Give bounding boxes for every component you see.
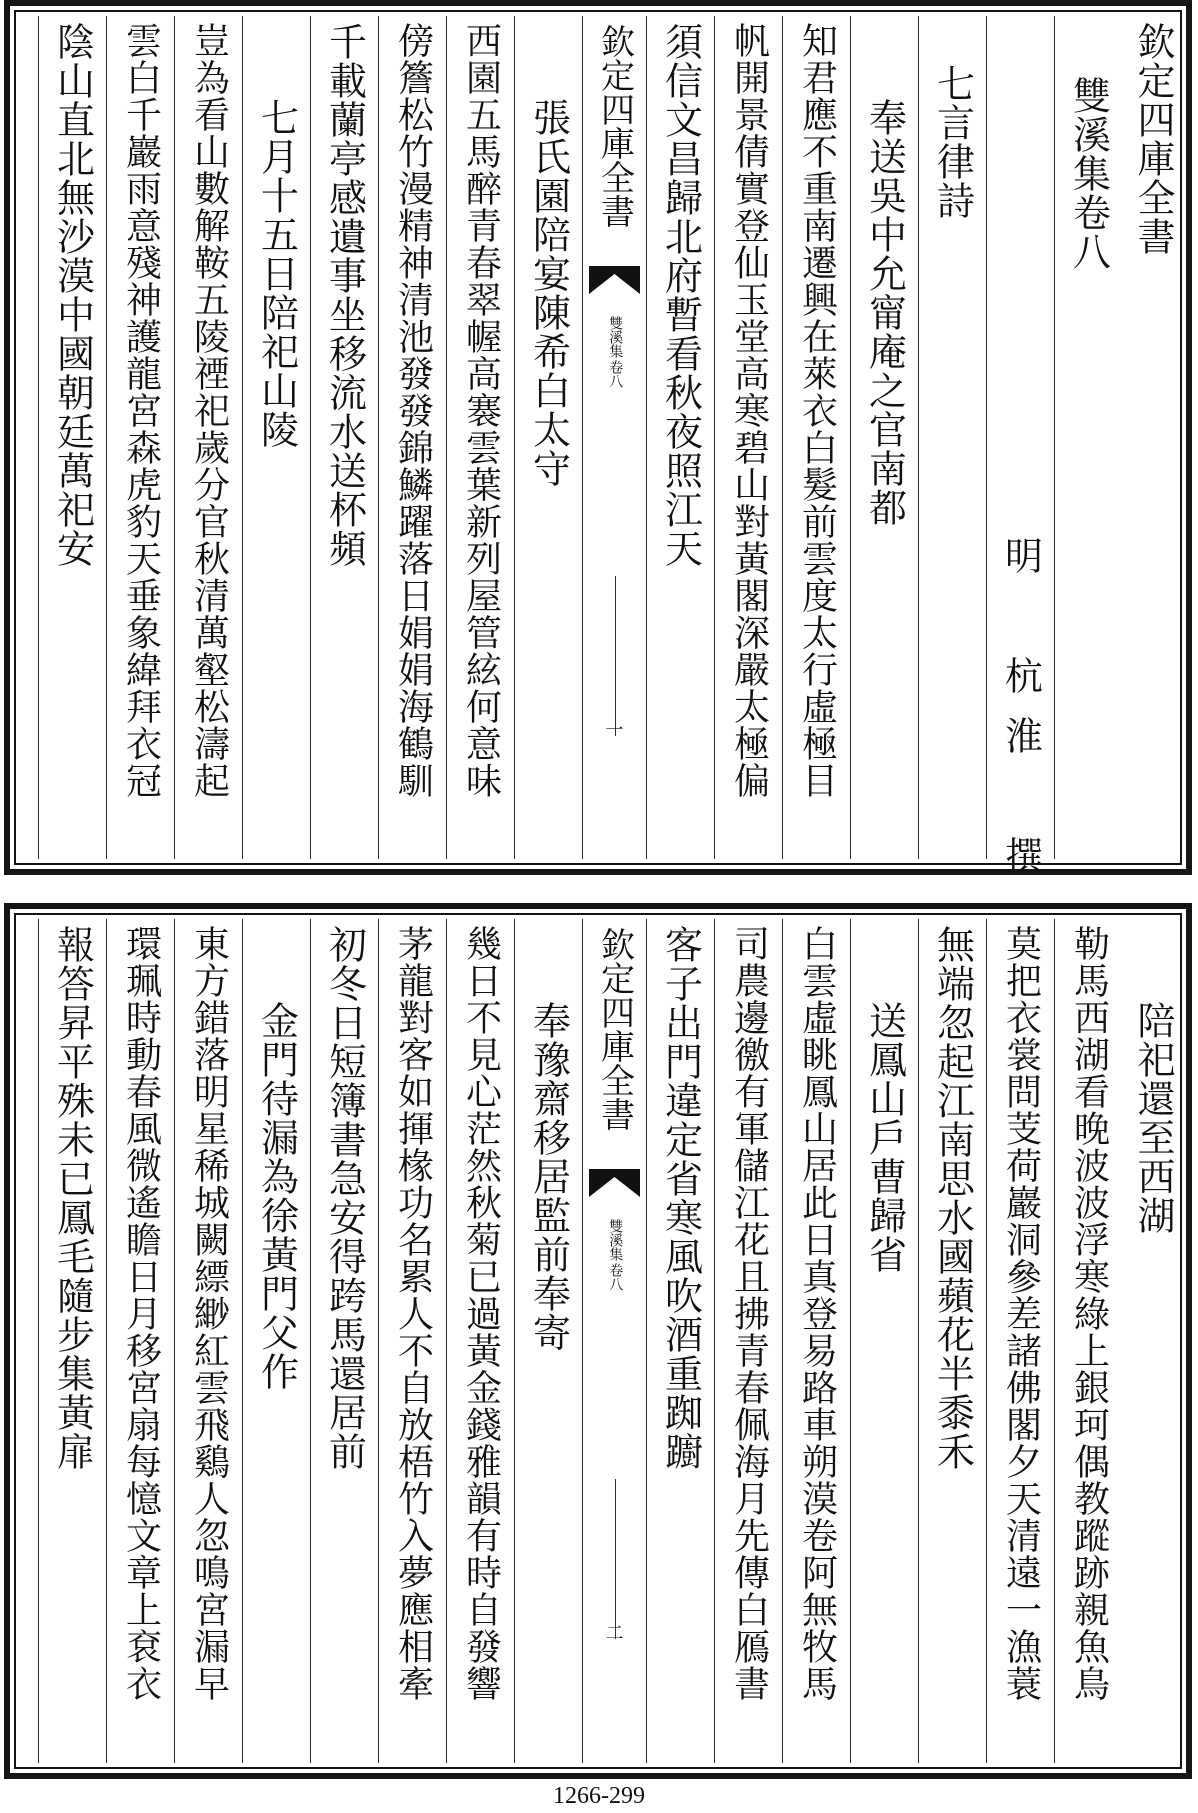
gutter-rule (615, 1479, 616, 1639)
column (310, 919, 378, 1763)
poem-line: 報答昇平殊未已鳳毛隨步集黃扉 (50, 925, 95, 1471)
section-heading: 七言律詩 (930, 64, 975, 220)
column (1122, 919, 1184, 1763)
poem-title: 送鳳山戶曹歸省 (862, 1001, 907, 1274)
poem-line: 莫把衣裳問芰荷巖洞參差諸佛閣夕天清遠一漁蓑 (1000, 925, 1042, 1702)
column (646, 16, 714, 859)
column (446, 919, 514, 1763)
column (918, 16, 986, 859)
column (714, 16, 782, 859)
poem-line: 勒馬西湖看晚波波浮寒綠上銀珂偶教蹤跡親魚鳥 (1068, 925, 1110, 1702)
column (106, 919, 174, 1763)
poem-line: 千載蘭亭感遺事坐移流水送杯頻 (322, 22, 367, 568)
column (646, 919, 714, 1763)
poem-title: 金門待漏為徐黃門父作 (254, 1001, 299, 1391)
volume-title: 雙溪集卷八 (1066, 76, 1111, 271)
column (174, 16, 242, 859)
author-line: 明 杭淮 撰 (998, 536, 1043, 896)
poem-line: 傍簷松竹漫精神清池發發錦鱗躍落日娟娟海鶴馴 (392, 22, 434, 799)
page-number: 1266-299 (553, 1783, 645, 1809)
column (378, 919, 446, 1763)
poem-line: 白雲虛眺鳳山居此日真登易路車朔漠卷阿無牧馬 (796, 925, 838, 1702)
top-page (4, 0, 1192, 896)
column (850, 919, 918, 1763)
column-header (1122, 16, 1184, 859)
column (782, 16, 850, 859)
column (446, 16, 514, 859)
gutter-title: 欽定四庫全書 (594, 927, 635, 1131)
poem-line: 東方錯落明星稀城闕縹緲紅雲飛鷄人忽鳴宮漏早 (188, 925, 230, 1702)
gutter (582, 919, 646, 1763)
gutter-volume: 卷八 (607, 360, 624, 388)
column (242, 16, 310, 859)
poem-line: 無端忽起江南思水國蘋花半黍禾 (930, 925, 975, 1471)
poem-line: 須信文昌歸北府暫看秋夜照江天 (658, 22, 703, 568)
fish-tail-mark (589, 1169, 640, 1197)
poem-line: 初冬日短簿書急安得跨馬還居前 (322, 925, 367, 1471)
poem-title: 張氏園陪宴陳希白太守 (526, 98, 571, 488)
poem-line: 陰山直北無沙漠中國朝廷萬祀安 (50, 22, 95, 568)
column (174, 919, 242, 1763)
gutter-title: 欽定四庫全書 (594, 24, 635, 228)
gutter-leaf-number: 一 (605, 720, 624, 741)
column (106, 16, 174, 859)
poem-line: 西園五馬醉青春翠幄高褰雲葉新列屋管絃何意味 (460, 22, 502, 799)
column (986, 16, 1054, 896)
gutter-subtitle (607, 316, 622, 388)
poem-line: 雲白千巖雨意殘神護龍宮森虎豹天垂象緯拜衣冠 (120, 22, 162, 799)
column (1054, 919, 1122, 1763)
column (850, 16, 918, 859)
gutter-volume: 卷八 (607, 1263, 624, 1291)
gutter-subtitle (607, 1219, 622, 1291)
column (782, 919, 850, 1763)
column (38, 16, 106, 859)
column (310, 16, 378, 859)
poem-title: 奉豫齋移居監前奉寄 (526, 1001, 571, 1352)
poem-line: 幾日不見心茫然秋菊已過黃金錢雅韻有時自發響 (460, 925, 502, 1702)
column (38, 919, 106, 1763)
column (514, 16, 582, 859)
poem-line: 環珮時動春風微遙瞻日月移宮扇每憶文章上袞衣 (120, 925, 162, 1702)
gutter-book: 雙溪集 (607, 1219, 624, 1261)
poem-line: 帆開景倩實登仙玉堂高寒碧山對黃閣深嚴太極偏 (728, 22, 770, 799)
poem-line: 豈為看山數解鞍五陵禋祀歲分官秋清萬壑松濤起 (188, 22, 230, 799)
column (918, 919, 986, 1763)
fish-tail-mark (589, 266, 640, 294)
gutter (582, 16, 646, 859)
header-title: 欽定四庫全書 (1131, 22, 1175, 256)
poem-title: 奉送吳中允甯庵之官南都 (862, 98, 907, 527)
column (1054, 16, 1122, 859)
column (242, 919, 310, 1763)
gutter-book: 雙溪集 (607, 316, 624, 358)
poem-title: 陪祀還至西湖 (1131, 1001, 1175, 1235)
gutter-rule (615, 576, 616, 736)
bottom-page (4, 903, 1192, 1779)
poem-line: 茅龍對客如揮椽功名累人不自放梧竹入夢應相牽 (392, 925, 434, 1702)
poem-title: 七月十五日陪祀山陵 (254, 98, 299, 449)
column (514, 919, 582, 1763)
column (714, 919, 782, 1763)
poem-line: 客子出門違定省寒風吹酒重踟躕 (658, 925, 703, 1471)
gutter-leaf-number: 二 (605, 1623, 624, 1644)
column (378, 16, 446, 859)
poem-line: 司農邊徼有軍儲江花且拂青春佩海月先傳白鴈書 (728, 925, 770, 1702)
poem-line: 知君應不重南遷興在萊衣白髮前雲度太行虛極目 (796, 22, 838, 799)
column (986, 919, 1054, 1763)
